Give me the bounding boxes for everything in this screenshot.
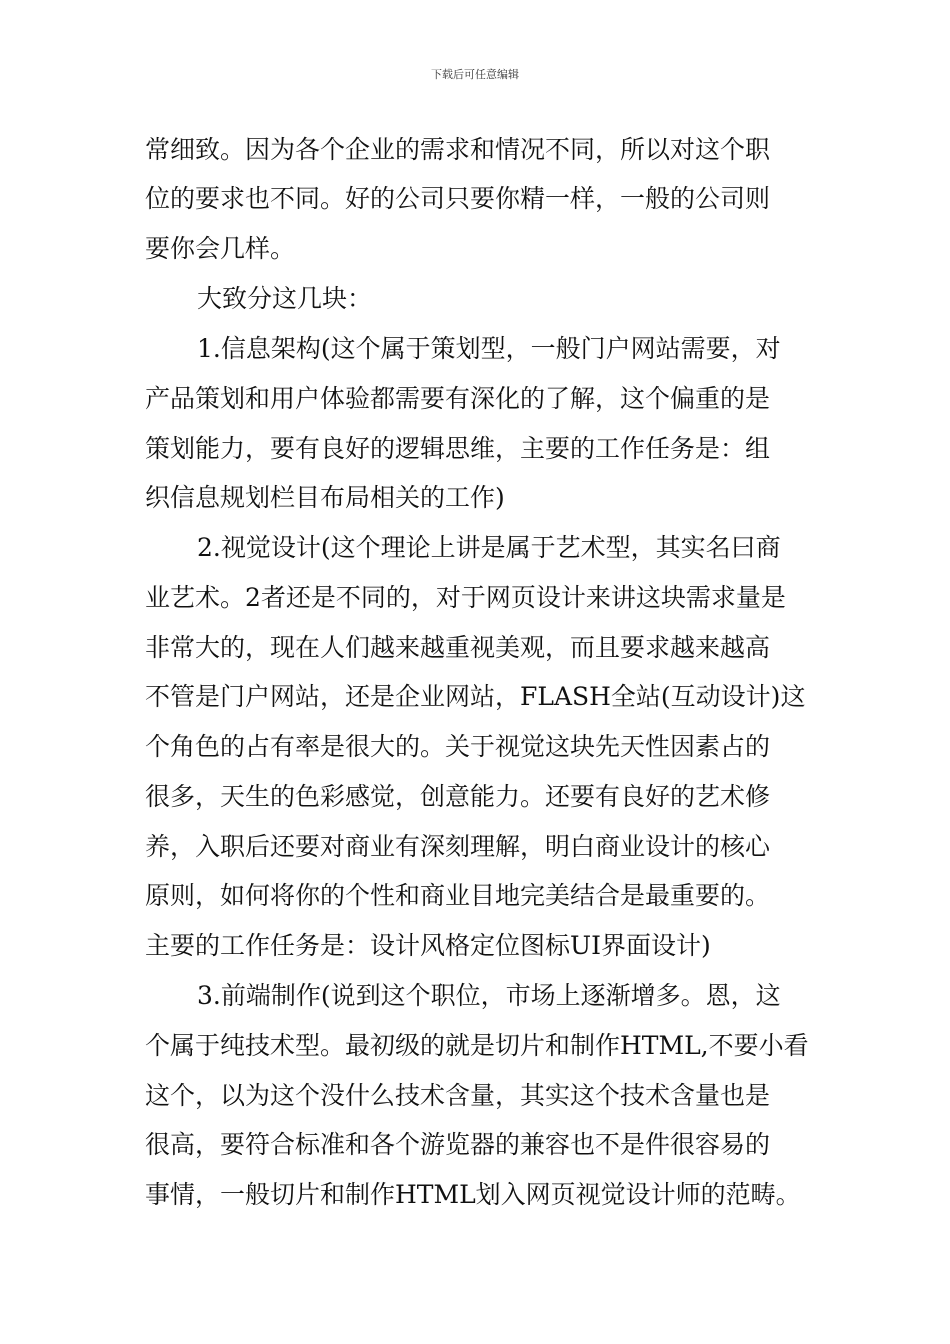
page-header: 下载后可任意编辑 xyxy=(431,68,519,81)
text-line: 很多，天生的色彩感觉，创意能力。还要有良好的艺术修 xyxy=(145,782,771,811)
text-line: 个角色的占有率是很大的。关于视觉这块先天性因素占的 xyxy=(145,732,771,761)
text-line: 位的要求也不同。好的公司只要你精一样，一般的公司则 xyxy=(145,184,771,213)
text-line: 养，入职后还要对商业有深刻理解，明白商业设计的核心 xyxy=(145,832,771,861)
text-line: 非常大的，现在人们越来越重视美观，而且要求越来越高 xyxy=(145,633,771,662)
text-line: 业艺术。2者还是不同的，对于网页设计来讲这块需求量是 xyxy=(145,583,786,612)
text-line: 1.信息架构(这个属于策划型，一般门户网站需要，对 xyxy=(197,334,781,363)
text-line: 很高，要符合标准和各个游览器的兼容也不是件很容易的 xyxy=(145,1130,771,1159)
text-line: 织信息规划栏目布局相关的工作) xyxy=(145,483,505,512)
text-line: 主要的工作任务是：设计风格定位图标UI界面设计) xyxy=(145,931,711,960)
text-line: 要你会几样。 xyxy=(145,234,296,263)
text-line: 不管是门户网站，还是企业网站，FLASH全站(互动设计)这 xyxy=(145,682,806,711)
text-line: 大致分这几块： xyxy=(197,284,373,313)
text-line: 这个，以为这个没什么技术含量，其实这个技术含量也是 xyxy=(145,1081,771,1110)
text-line: 个属于纯技术型。最初级的就是切片和制作HTML,不要小看 xyxy=(145,1031,809,1060)
text-line: 产品策划和用户体验都需要有深化的了解，这个偏重的是 xyxy=(145,384,771,413)
text-line: 原则，如何将你的个性和商业目地完美结合是最重要的。 xyxy=(145,881,771,910)
text-line: 2.视觉设计(这个理论上讲是属于艺术型，其实名曰商 xyxy=(197,533,781,562)
text-line: 事情，一般切片和制作HTML划入网页视觉设计师的范畴。 xyxy=(145,1180,801,1209)
text-line: 常细致。因为各个企业的需求和情况不同，所以对这个职 xyxy=(145,135,771,164)
text-line: 策划能力，要有良好的逻辑思维，主要的工作任务是：组 xyxy=(145,434,771,463)
text-line: 3.前端制作(说到这个职位，市场上逐渐增多。恩，这 xyxy=(197,981,781,1010)
